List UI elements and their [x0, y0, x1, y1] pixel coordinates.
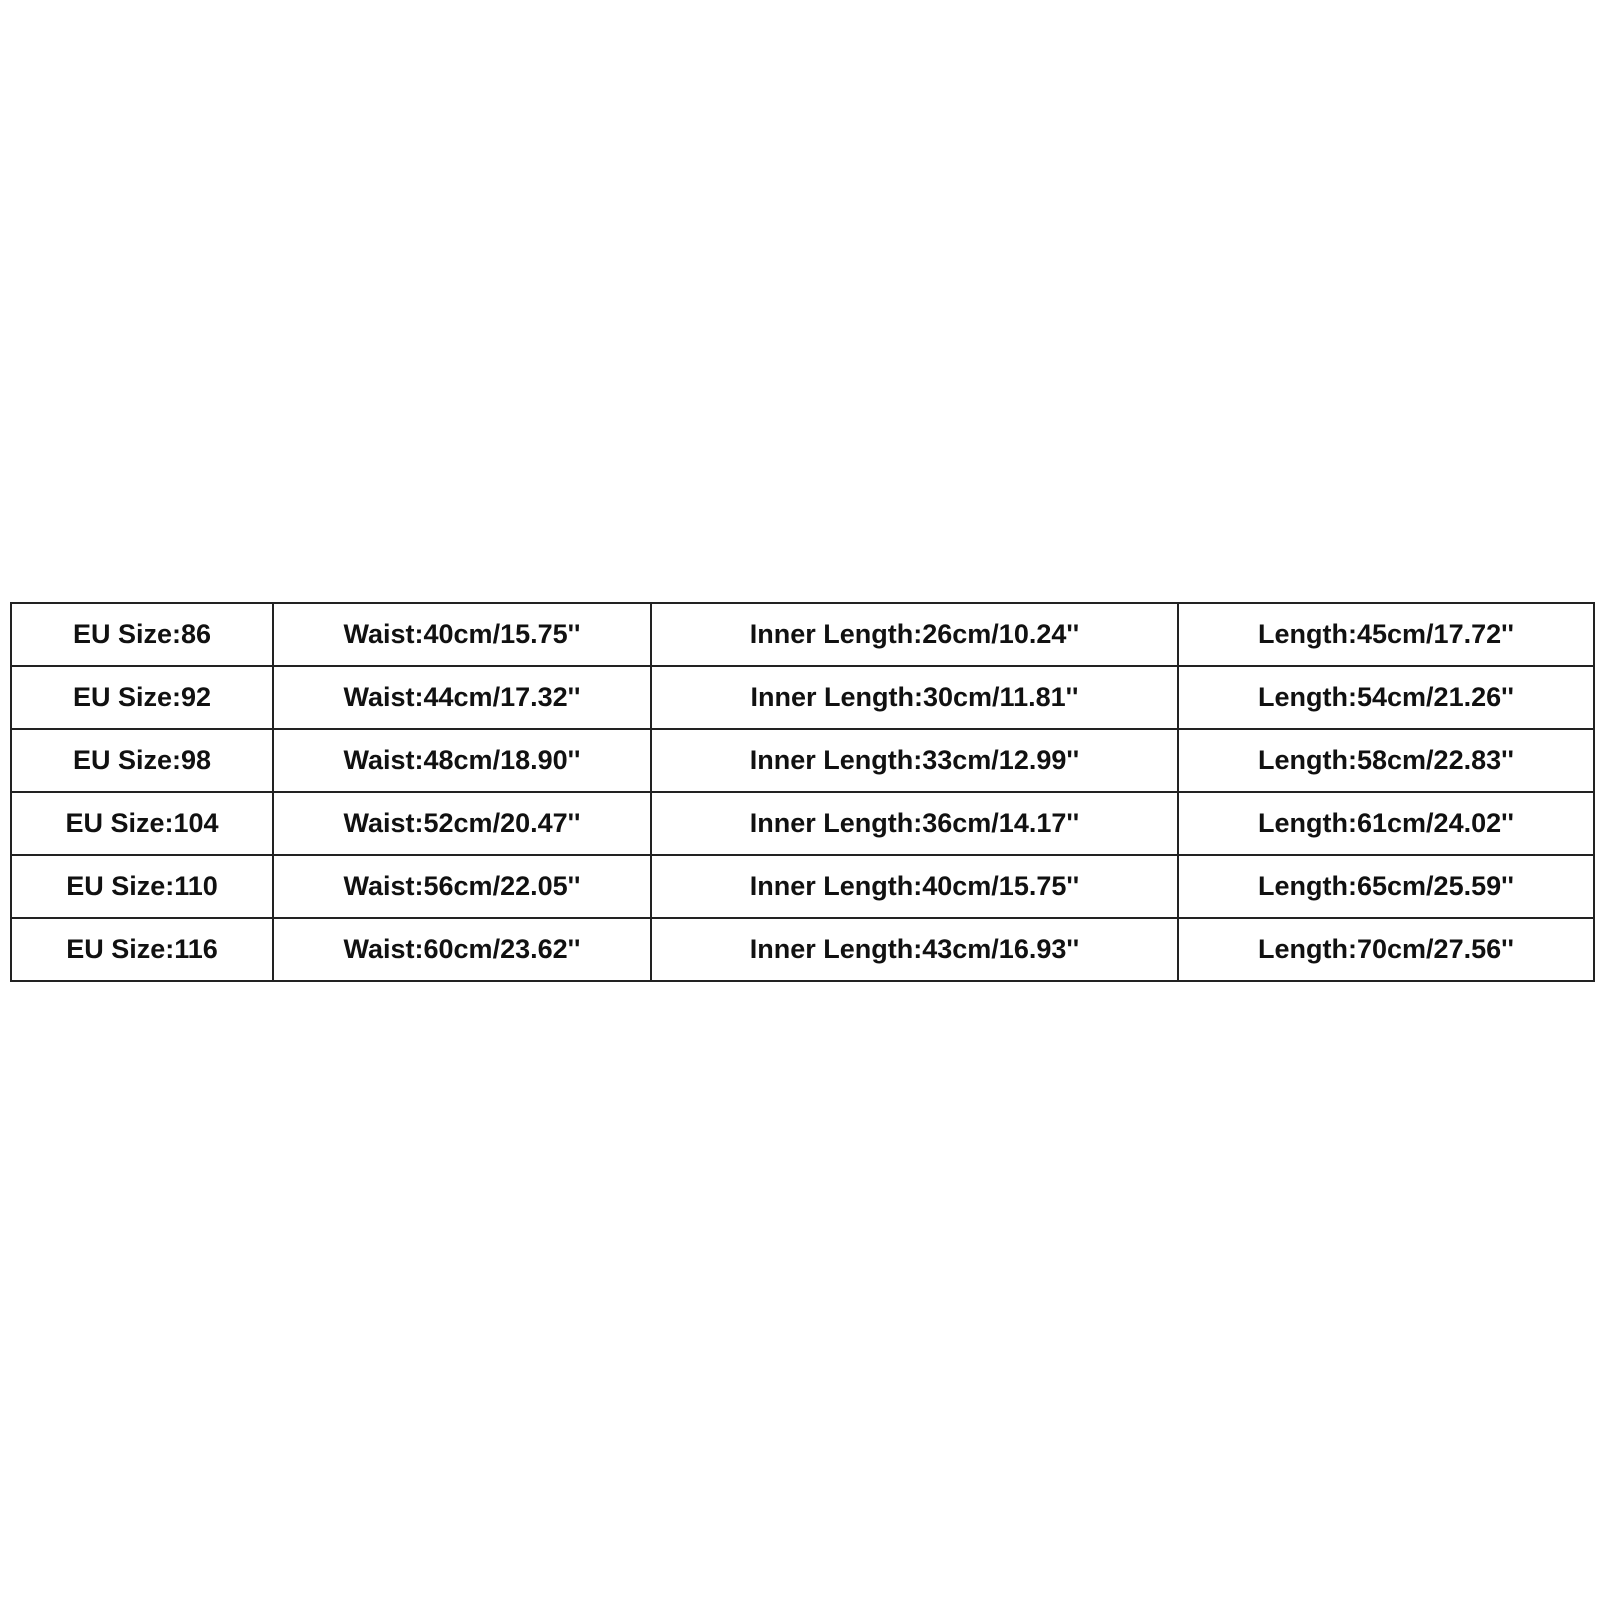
inner-length-cell: Inner Length:43cm/16.93'': [651, 918, 1178, 981]
table-row: [11, 666, 1594, 729]
table-row: [11, 855, 1594, 918]
inner-length-cell: Inner Length:30cm/11.81'': [651, 666, 1178, 729]
eu-size-cell: EU Size:110: [11, 855, 273, 918]
inner-length-cell: Inner Length:40cm/15.75'': [651, 855, 1178, 918]
eu-size-cell: EU Size:86: [11, 603, 273, 666]
length-cell: Length:58cm/22.83'': [1178, 729, 1594, 792]
table-row: [11, 603, 1594, 666]
waist-cell: Waist:48cm/18.90'': [273, 729, 651, 792]
inner-length-cell: Inner Length:36cm/14.17'': [651, 792, 1178, 855]
inner-length-cell: Inner Length:26cm/10.24'': [651, 603, 1178, 666]
waist-cell: Waist:40cm/15.75'': [273, 603, 651, 666]
waist-cell: Waist:44cm/17.32'': [273, 666, 651, 729]
length-cell: Length:45cm/17.72'': [1178, 603, 1594, 666]
eu-size-cell: EU Size:92: [11, 666, 273, 729]
length-cell: Length:54cm/21.26'': [1178, 666, 1594, 729]
length-cell: Length:61cm/24.02'': [1178, 792, 1594, 855]
table-row: [11, 792, 1594, 855]
eu-size-cell: EU Size:116: [11, 918, 273, 981]
waist-cell: Waist:56cm/22.05'': [273, 855, 651, 918]
eu-size-cell: EU Size:104: [11, 792, 273, 855]
eu-size-cell: EU Size:98: [11, 729, 273, 792]
length-cell: Length:65cm/25.59'': [1178, 855, 1594, 918]
length-cell: Length:70cm/27.56'': [1178, 918, 1594, 981]
waist-cell: Waist:60cm/23.62'': [273, 918, 651, 981]
waist-cell: Waist:52cm/20.47'': [273, 792, 651, 855]
inner-length-cell: Inner Length:33cm/12.99'': [651, 729, 1178, 792]
size-chart-table: [10, 602, 1595, 982]
table-row: [11, 918, 1594, 981]
table-row: [11, 729, 1594, 792]
